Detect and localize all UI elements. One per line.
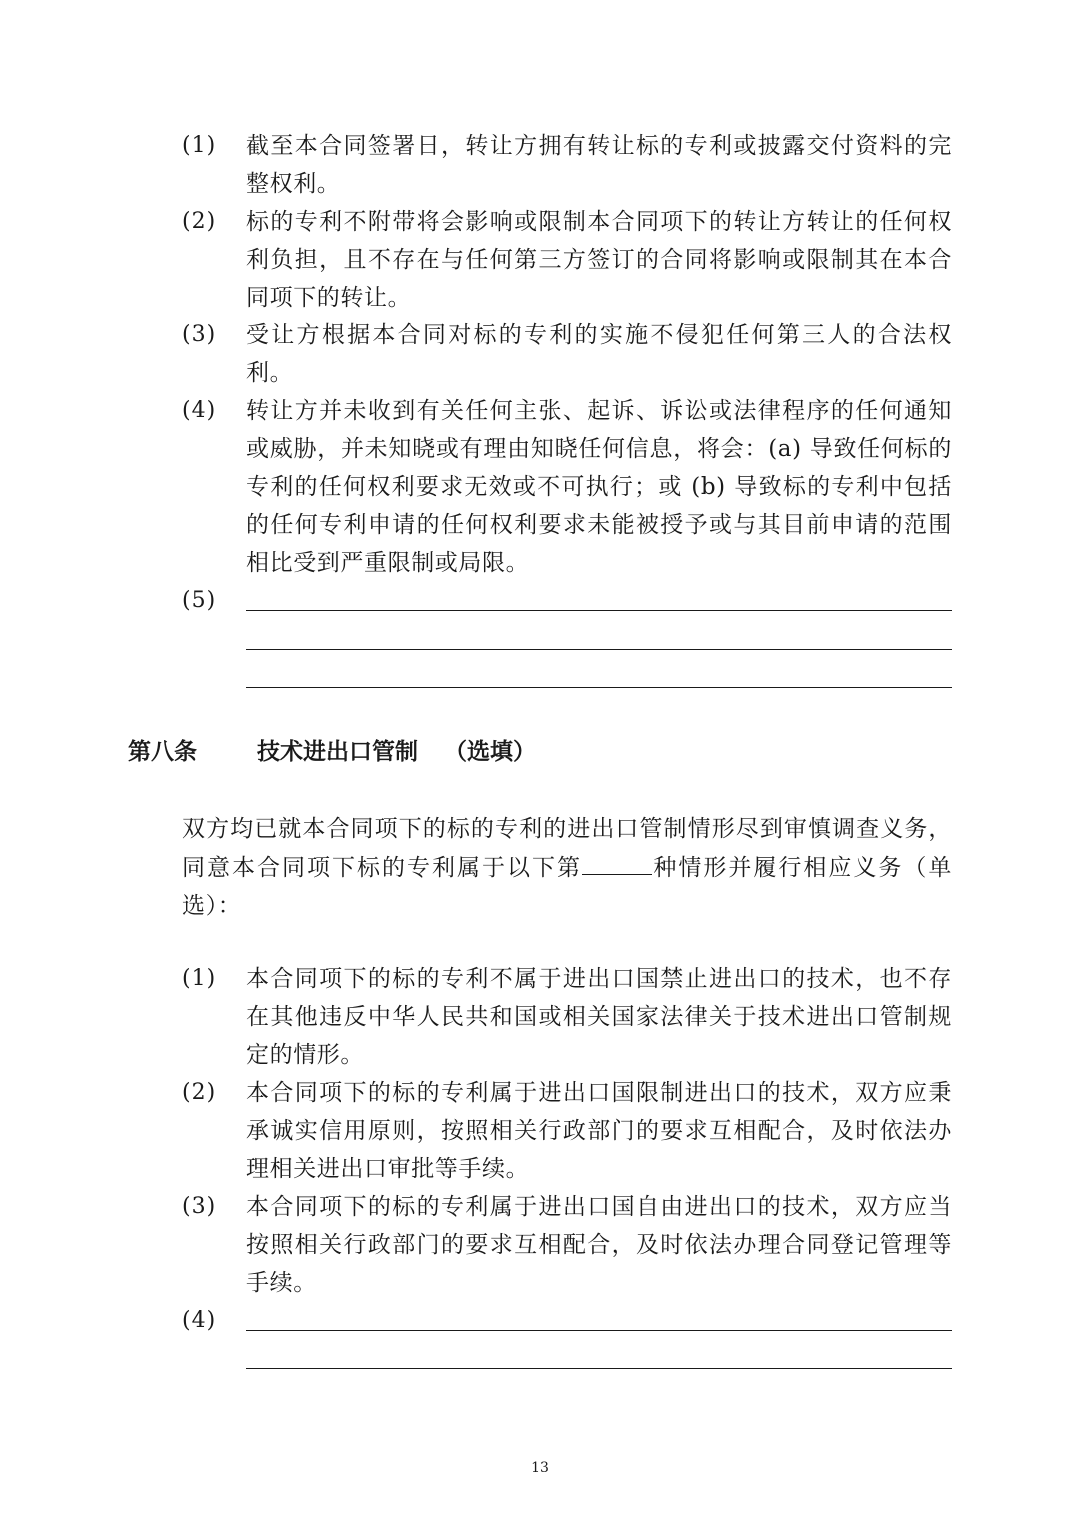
intro-text-part1: 双方均已就本合同项下的标的专利的进出口管制情形尽到审慎调查义务，同意本合同项下标的专利属于以下第 <box>182 816 952 881</box>
intro-text-part2: 种情形并履行相应义务（单选）： <box>182 855 952 919</box>
fill-in-line <box>246 687 952 688</box>
fill-in-line <box>246 1330 952 1331</box>
clause-text: 受让方根据本合同对标的专利的实施不侵犯任何第三人的合法权利。 <box>246 322 952 386</box>
clause-text: 标的专利不附带将会影响或限制本合同项下的转让方转让的任何权利负担，且不存在与任何第三方签订的合同将影响或限制其在本合同项下的转让。 <box>246 209 952 311</box>
clause-text: 截至本合同签署日，转让方拥有转让标的专利或披露交付资料的完整权利。 <box>246 133 952 197</box>
intro-paragraph <box>182 810 952 925</box>
clause-text: 本合同项下的标的专利属于进出口国限制进出口的技术，双方应秉承诚实信用原则，按照相关行政部门的要求互相配合，及时依法办理相关进出口审批等手续。 <box>246 1080 952 1182</box>
clause-number: (4) <box>182 398 217 423</box>
clause-number: (1) <box>182 966 217 991</box>
section-heading <box>128 734 536 770</box>
article-number: 第八条 <box>128 738 197 765</box>
clause-number: (5) <box>182 588 217 613</box>
clause-text: 本合同项下的标的专利不属于进出口国禁止进出口的技术，也不存在其他违反中华人民共和国或相关国家法律关于技术进出口管制规定的情形。 <box>246 966 952 1068</box>
clause-number: (1) <box>182 133 217 158</box>
fill-in-line <box>246 610 952 611</box>
clause-number: (3) <box>182 1194 217 1219</box>
fill-in-blank <box>582 848 652 875</box>
fill-in-line <box>246 1368 952 1369</box>
article-title: 技术进出口管制 <box>257 738 419 765</box>
clause-text: 转让方并未收到有关任何主张、起诉、诉讼或法律程序的任何通知或威胁，并未知晓或有理由知晓任何信息，将会：(a) 导致任何标的专利的任何权利要求无效或不可执行；或 (b) 导致标的专利中包括的任何专利申请的任何权利要求未能被授予或与其目前申请的范围相比受到严重限制或局限。 <box>246 398 952 576</box>
clause-number: (2) <box>182 209 217 234</box>
fill-in-line <box>246 649 952 650</box>
article-option-note: （选填） <box>444 738 537 765</box>
clause-text: 本合同项下的标的专利属于进出口国自由进出口的技术，双方应当按照相关行政部门的要求互相配合，及时依法办理合同登记管理等手续。 <box>246 1194 952 1296</box>
page-number: 13 <box>531 1460 549 1476</box>
clause-number: (3) <box>182 322 217 347</box>
clause-number: (4) <box>182 1308 217 1333</box>
clause-number: (2) <box>182 1080 217 1105</box>
